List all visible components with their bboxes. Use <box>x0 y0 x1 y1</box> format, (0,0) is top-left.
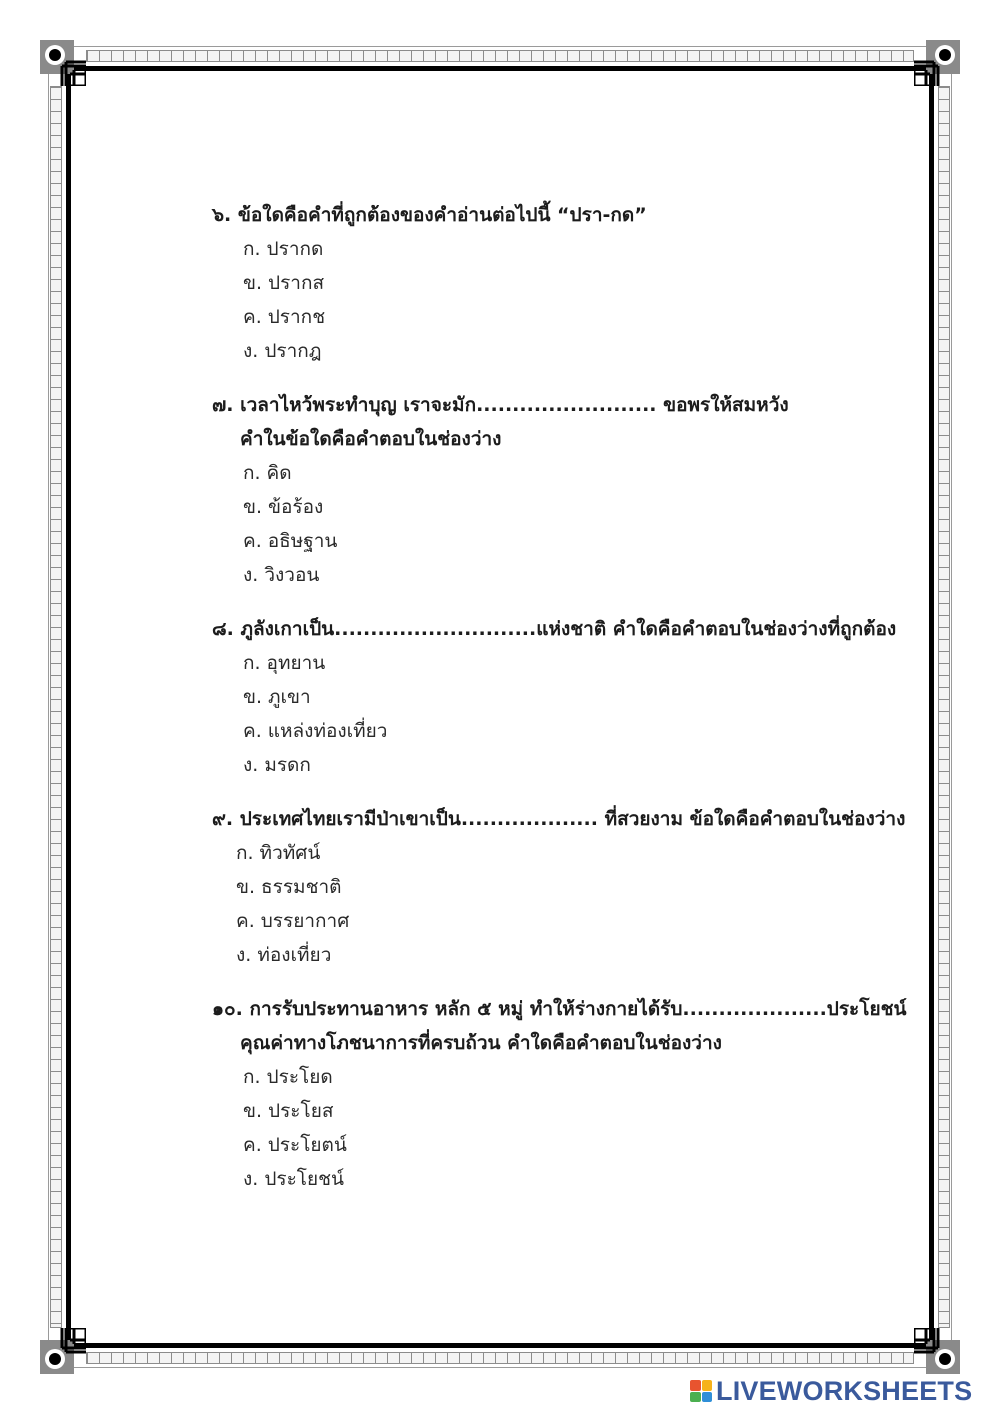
answer-choice[interactable] <box>212 748 912 782</box>
frame-corner-ornament-icon <box>40 1328 86 1374</box>
answer-choice[interactable] <box>212 904 912 938</box>
choice-label: ง. <box>243 1168 259 1190</box>
question-text: ๖. ข้อใดคือคำที่ถูกต้องของคำอ่านต่อไปนี้ “ปรา-กด” <box>212 204 647 226</box>
answer-choice[interactable] <box>212 1060 912 1094</box>
choice-text: ท่องเที่ยว <box>257 944 332 966</box>
choice-text: ธรรมชาติ <box>261 876 342 898</box>
answer-choice[interactable] <box>212 1094 912 1128</box>
choice-text: ปรากส <box>268 272 325 294</box>
frame-strip-top <box>86 50 914 62</box>
choice-label: ค. <box>243 530 262 552</box>
choice-text: ประโยตน์ <box>267 1134 347 1156</box>
frame-strip-left <box>50 86 62 1328</box>
choice-label: ค. <box>243 306 262 328</box>
answer-choice[interactable] <box>212 680 912 714</box>
logo-text: LIVEWORKSHEETS <box>716 1375 973 1406</box>
frame-strip-right <box>938 86 950 1328</box>
answer-choice[interactable] <box>212 456 912 490</box>
question-9 <box>212 802 912 972</box>
choice-label: ก. <box>243 238 261 260</box>
answer-choice[interactable] <box>212 1162 912 1196</box>
frame-corner-ornament-icon <box>914 1328 960 1374</box>
choice-text: อุทยาน <box>266 652 326 674</box>
question-text: ๙. ประเทศไทยเรามีป่าเขาเป็น................... ที่สวยงาม ข้อใดคือคำตอบในช่องว่าง <box>212 808 906 830</box>
answer-choice[interactable] <box>212 558 912 592</box>
choice-text: อธิษฐาน <box>267 530 338 552</box>
answer-choice[interactable] <box>212 490 912 524</box>
question-text: ๑๐. การรับประทานอาหาร หลัก ๕ หมู่ ทำให้ร่างกายได้รับ....................ประโยชน์ <box>212 998 907 1020</box>
choice-label: ค. <box>236 910 255 932</box>
choice-text: คิด <box>266 462 292 484</box>
choice-text: วิงวอน <box>264 564 320 586</box>
answer-choice[interactable] <box>212 524 912 558</box>
choice-text: ภูเขา <box>268 686 311 708</box>
choice-label: ก. <box>243 652 261 674</box>
choice-label: ข. <box>243 686 263 708</box>
choice-label: ก. <box>243 462 261 484</box>
choice-label: ก. <box>243 1066 261 1088</box>
choice-label: ข. <box>236 876 256 898</box>
choice-text: ปรากฎ <box>264 340 322 362</box>
answer-choice[interactable] <box>212 300 912 334</box>
answer-choice[interactable] <box>212 714 912 748</box>
choice-text: ประโยด <box>266 1066 333 1088</box>
question-7 <box>212 388 912 592</box>
question-8 <box>212 612 912 782</box>
choice-text: มรดก <box>264 754 311 776</box>
frame-strip-bottom <box>86 1352 914 1364</box>
question-text: ๘. ภูลังเกาเป็น............................แห่งชาติ คำใดคือคำตอบในช่องว่างที่ถูกต้อง <box>212 618 897 640</box>
frame-corner-ornament-icon <box>40 40 86 86</box>
choice-label: ก. <box>236 842 254 864</box>
question-text-continued: คุณค่าทางโภชนาการที่ครบถ้วน คำใดคือคำตอบในช่องว่าง <box>240 1032 722 1054</box>
choice-text: ประโยส <box>268 1100 334 1122</box>
choice-text: ข้อร้อง <box>268 496 324 518</box>
choice-text: บรรยากาศ <box>260 910 350 932</box>
answer-choice[interactable] <box>212 870 912 904</box>
answer-choice[interactable] <box>212 232 912 266</box>
choice-text: ประโยชน์ <box>264 1168 345 1190</box>
question-6 <box>212 198 912 368</box>
answer-choice[interactable] <box>212 938 912 972</box>
choice-text: ทิวทัศน์ <box>259 842 321 864</box>
choice-text: แหล่งท่องเที่ยว <box>267 720 388 742</box>
answer-choice[interactable] <box>212 836 912 870</box>
choice-text: ปรากช <box>267 306 326 328</box>
choice-label: ข. <box>243 1100 263 1122</box>
choice-label: ง. <box>243 754 259 776</box>
choice-text: ปรากด <box>266 238 324 260</box>
answer-choice[interactable] <box>212 646 912 680</box>
question-text-continued: คำในข้อใดคือคำตอบในช่องว่าง <box>240 428 502 450</box>
choice-label: ง. <box>243 564 259 586</box>
choice-label: ง. <box>236 944 252 966</box>
answer-choice[interactable] <box>212 1128 912 1162</box>
choice-label: ข. <box>243 272 263 294</box>
choice-label: ค. <box>243 720 262 742</box>
choice-label: ง. <box>243 340 259 362</box>
liveworksheets-logo-icon <box>690 1380 712 1402</box>
frame-corner-ornament-icon <box>914 40 960 86</box>
worksheet-content <box>212 198 912 1196</box>
answer-choice[interactable] <box>212 266 912 300</box>
choice-label: ค. <box>243 1134 262 1156</box>
question-text: ๗. เวลาไหว้พระทำบุญ เราจะมัก......................... ขอพรให้สมหวัง <box>212 394 789 416</box>
choice-label: ข. <box>243 496 263 518</box>
liveworksheets-logo <box>690 1376 972 1406</box>
question-10 <box>212 992 912 1196</box>
answer-choice[interactable] <box>212 334 912 368</box>
